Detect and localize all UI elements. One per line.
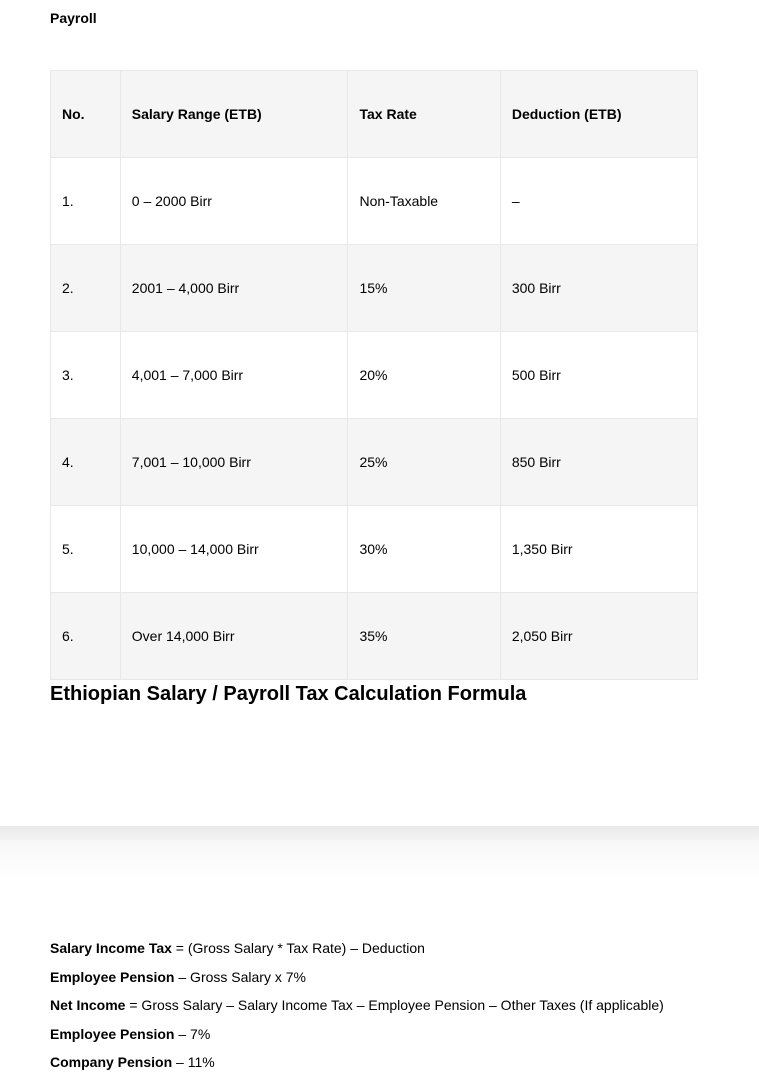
cell-no: 6. [51,593,121,680]
table-row [51,245,698,332]
table-header-row [51,71,698,158]
formula-text: = (Gross Salary * Tax Rate) – Deduction [171,940,425,956]
formula-line-employee-pension [50,967,664,996]
cell-salary-range: 2001 – 4,000 Birr [120,245,348,332]
cell-deduction: 2,050 Birr [500,593,697,680]
table-row [51,593,698,680]
formula-line-company-pension-rate [50,1052,664,1081]
cell-tax-rate: Non-Taxable [348,158,500,245]
formula-list [50,938,664,1081]
formula-line-net-income [50,995,664,1024]
formula-label: Net Income [50,997,126,1013]
cell-salary-range: 10,000 – 14,000 Birr [120,506,348,593]
header-no: No. [51,71,121,158]
section-divider [0,826,759,840]
cell-deduction: 1,350 Birr [500,506,697,593]
formula-section-title: Ethiopian Salary / Payroll Tax Calculation Formula [50,683,527,705]
formula-line-salary-income-tax [50,938,664,967]
header-tax-rate: Tax Rate [348,71,500,158]
header-deduction: Deduction (ETB) [500,71,697,158]
formula-text: – 7% [174,1025,211,1042]
formula-text: = Gross Salary – Salary Income Tax – Employee Pension – Other Taxes (If applicable) [125,997,664,1013]
formula-text: – 11% [172,1054,215,1070]
formula-label: Employee Pension [50,968,175,985]
table-row [51,506,698,593]
cell-no: 2. [51,245,121,332]
cell-deduction: 850 Birr [500,419,697,506]
table-row [51,158,698,245]
tax-rate-table [50,70,698,680]
cell-tax-rate: 30% [348,506,500,593]
table-row [51,332,698,419]
divider-fade [0,840,759,880]
cell-no: 5. [51,506,121,593]
cell-no: 1. [51,158,121,245]
cell-salary-range: 0 – 2000 Birr [120,158,348,245]
page-heading: Payroll [50,10,97,26]
cell-salary-range: 4,001 – 7,000 Birr [120,332,348,419]
formula-line-employee-pension-rate [50,1024,664,1053]
cell-deduction: 300 Birr [500,245,697,332]
cell-deduction: – [500,158,697,245]
cell-tax-rate: 20% [348,332,500,419]
cell-no: 4. [51,419,121,506]
cell-deduction: 500 Birr [500,332,697,419]
formula-label: Company Pension [50,1054,173,1070]
table-row [51,419,698,506]
header-salary-range: Salary Range (ETB) [120,71,348,158]
cell-salary-range: Over 14,000 Birr [120,593,348,680]
cell-salary-range: 7,001 – 10,000 Birr [120,419,348,506]
formula-label: Salary Income Tax [50,940,172,956]
cell-tax-rate: 15% [348,245,500,332]
cell-no: 3. [51,332,121,419]
cell-tax-rate: 35% [348,593,500,680]
formula-label: Employee Pension [50,1025,175,1042]
formula-text: – Gross Salary x 7% [174,968,306,985]
cell-tax-rate: 25% [348,419,500,506]
